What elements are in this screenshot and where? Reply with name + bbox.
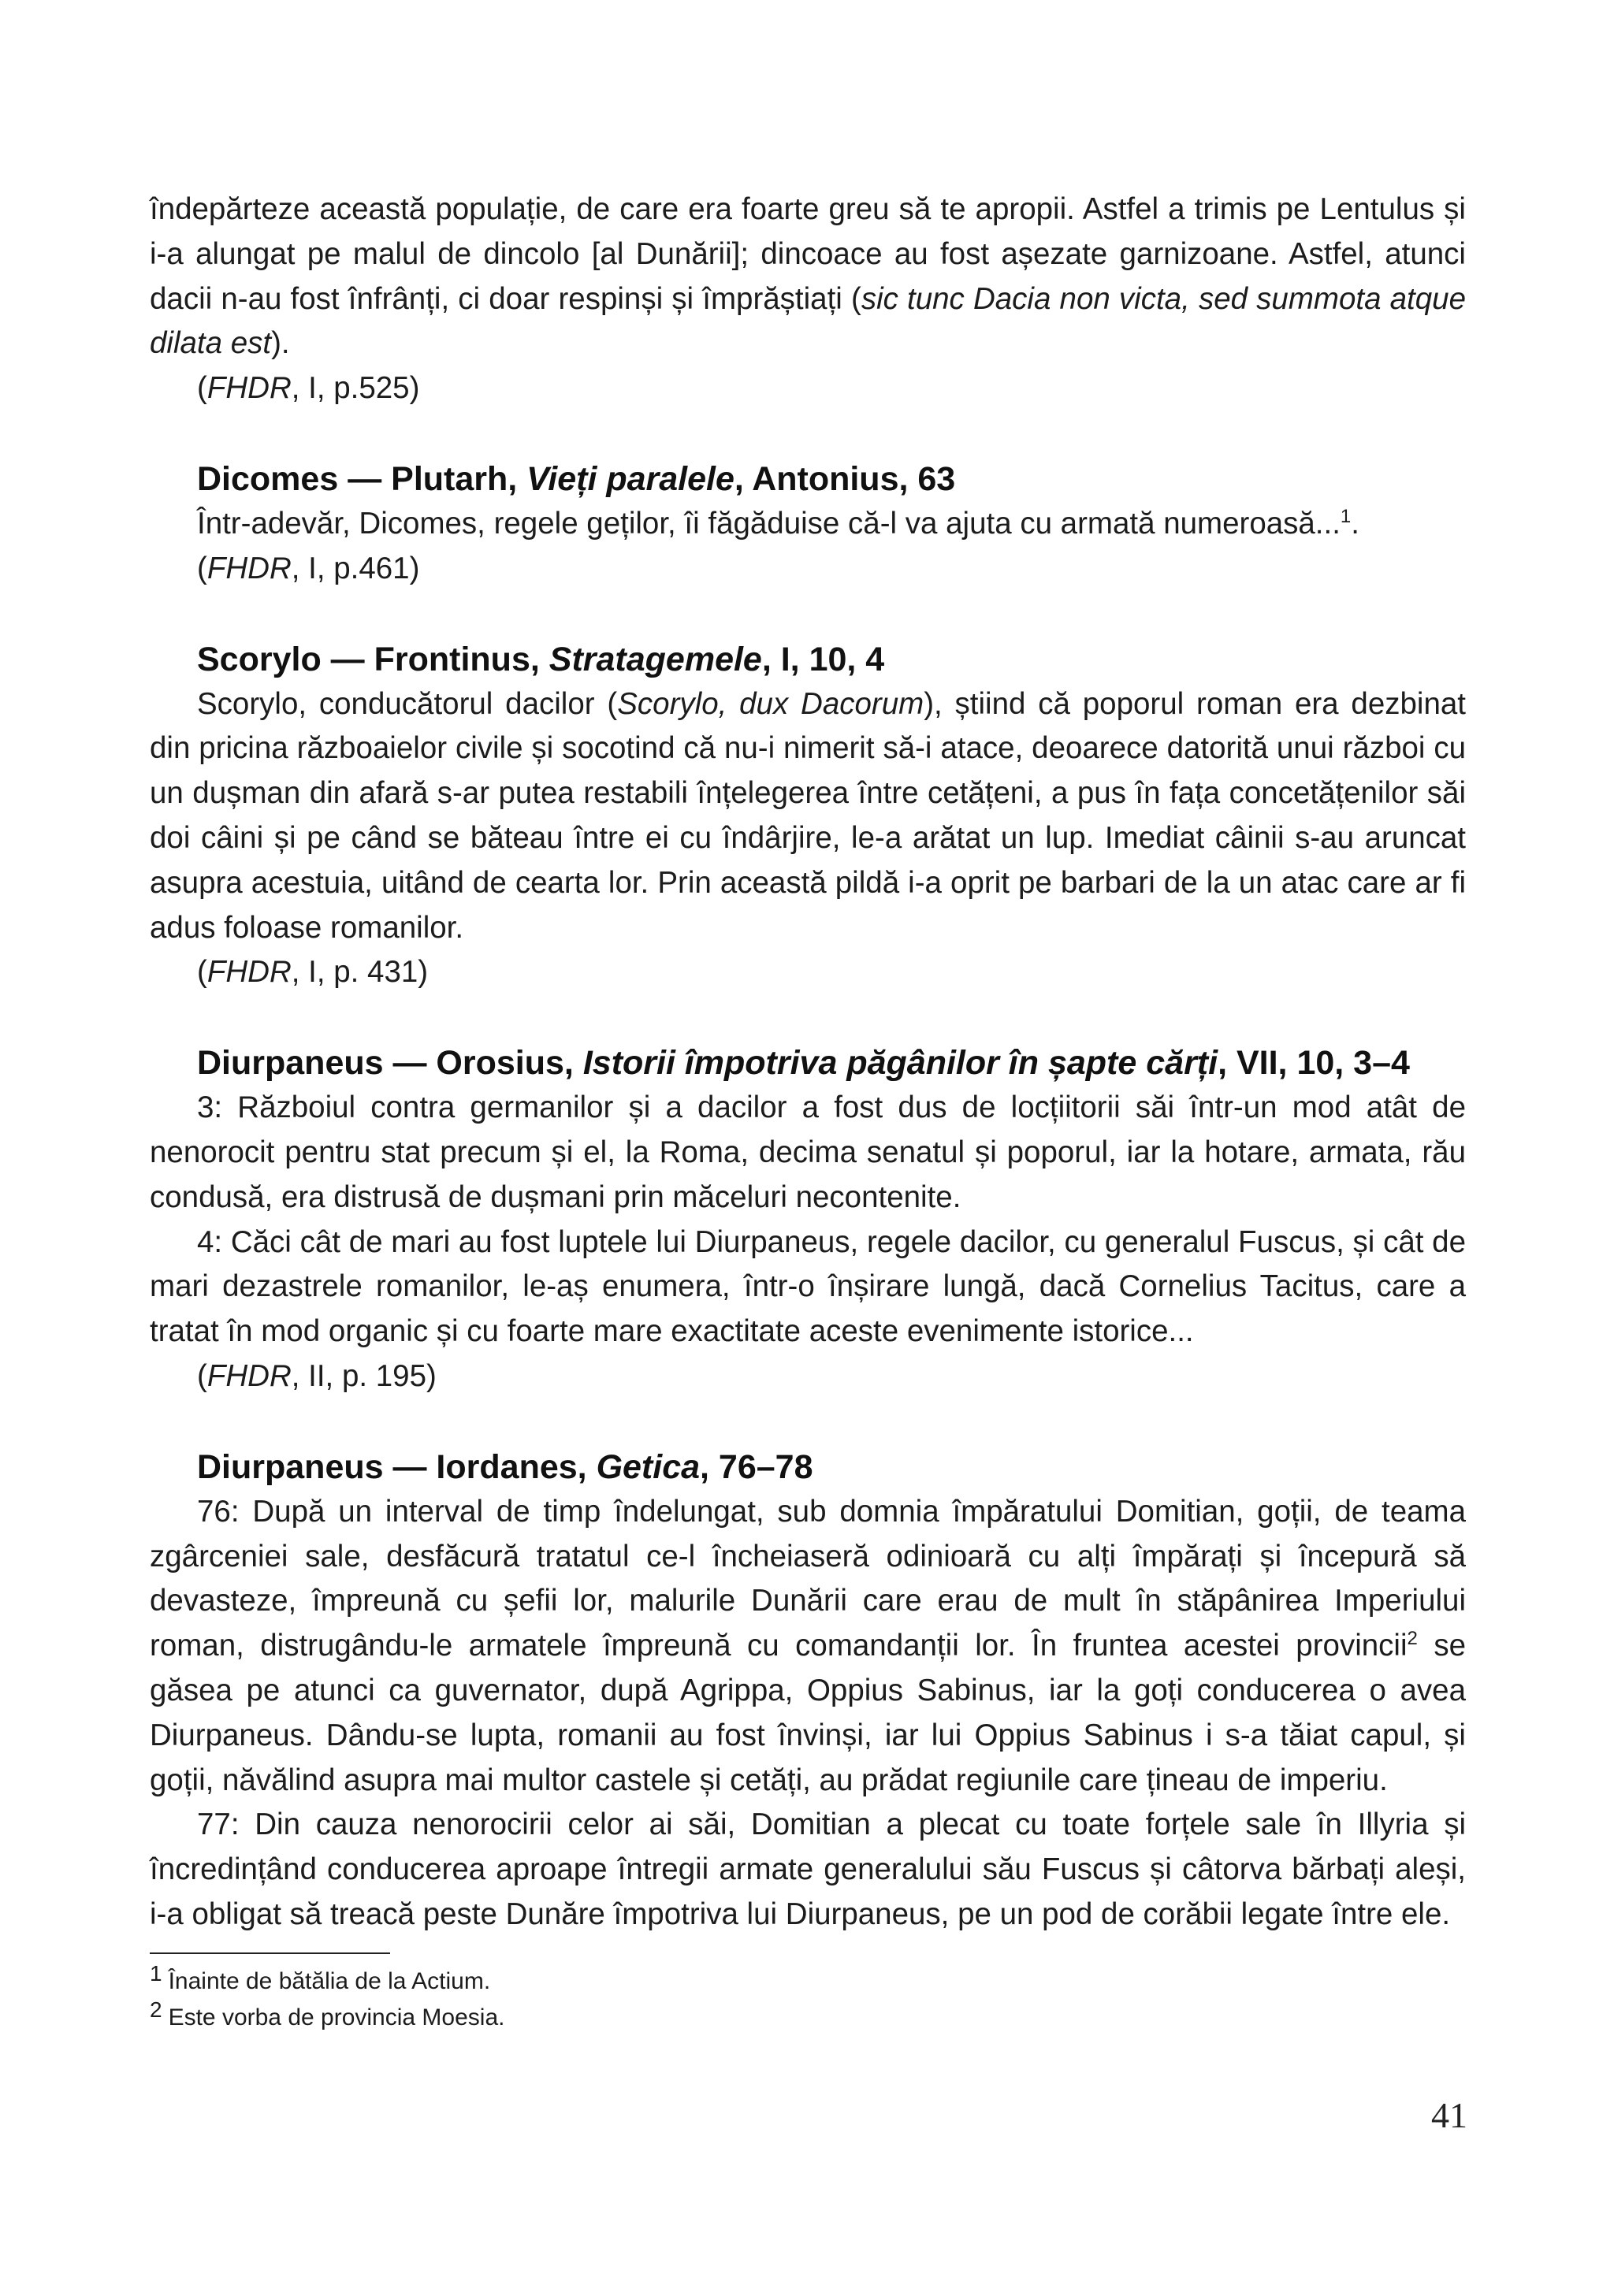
- page-body: [150, 188, 1466, 1937]
- citation-source: FHDR: [206, 1358, 292, 1393]
- section-heading: Scorylo — Frontinus, Stratagemele, I, 10, 4: [197, 640, 885, 678]
- footnote: [150, 1963, 1095, 2000]
- section-heading: Diurpaneus — Iordanes, Getica, 76–78: [197, 1447, 813, 1486]
- section-heading: Diurpaneus — Orosius, Istorii împotriva păgânilor în șapte cărți, VII, 10, 3–4: [197, 1044, 1410, 1083]
- section-paragraph: 76: După un interval de timp îndelungat, sub domnia împăratului Domitian, goții, de teama zgârceniei sale, desfăcură tratatul ce-l încheiaseră odinioară cu alți împărați și începură să devasteze, împreună cu șefii lor, malurile Dunării care erau de mult în stăpânirea Imperiului roman, distrugându-le armatele împreună cu comandanții lor. În fruntea acestei provincii$^2$ se găsea pe atunci ca guvernator, după Agrippa, Oppius Sabinus, iar la goți conducerea o avea Diurpaneus. Dându-se lupta, romanii au fost învinși, iar lui Oppius Sabinus i s-a tăiat capul, și goții, năvălind asupra mai multor castele și cetăți, au prădat regiunile care țineau de imperiu.: [150, 1494, 1467, 1797]
- footnote-text: Înainte de bătălia de la Actium.: [168, 1968, 491, 1994]
- intro-text: îndepărteze această populație, de care era foarte greu să te apropii. Astfel a trimis pe Lentulus și i-a alungat pe malul de dincolo [al Dunării]; dincoace au fost așezate garnizoane. Astfel, atunci dacii n-au fost înfrânți, ci doar respinși și împrăștiați (: [150, 192, 1466, 316]
- section-body: Într-adevăr, Dicomes, regele geților, îi făgăduise că-l va ajuta cu armată numeroasă...$^1$.: [197, 505, 1359, 541]
- section-body: Scorylo, conducătorul dacilor (Scorylo, dux Dacorum), știind că poporul roman era dezbinat din pricina războaielor civile și socotind că nu-i nimerit să-i atace, deoarece datorită unui război cu un dușman din afară s-ar putea restabili înțelegerea între cetățeni, a pus în fața concetățenilor săi doi câini și pe când se băteau între ei cu îndârjire, le-a arătat un lup. Imediat câinii s-au aruncat asupra acestuia, uitând de cearta lor. Prin această pildă i-a oprit pe barbari de la un atac care ar fi adus foloase romanilor.: [150, 686, 1466, 945]
- latin-quote: sic tunc Dacia non victa, sed summota atque dilata est: [150, 281, 1466, 361]
- citation-source: FHDR: [206, 551, 292, 585]
- section-paragraph: 4: Căci cât de mari au fost luptele lui Diurpaneus, regele dacilor, cu generalul Fuscus, și cât de mari dezastrele romanilor, le-aș enumera, într-o înșirare lungă, dacă Cornelius Tacitus, care a tratat în mod organic și cu foarte mare exactitate aceste evenimente istorice...: [150, 1224, 1466, 1349]
- footnote-number: 2: [150, 1997, 162, 2022]
- section-paragraph: 77: Din cauza nenorocirii celor ai săi, Domitian a plecat cu toate forțele sale în Illyria și încredințând conducerea aproape întregii armate generalului său Fuscus și câtorva bărbați aleși, i-a obligat să treacă peste Dunăre împotriva lui Diurpaneus, pe un pod de corăbii legate între ele.: [150, 1807, 1466, 1931]
- footnote-number: 1: [150, 1961, 162, 1986]
- citation: (FHDR, II, p. 195): [197, 1358, 437, 1393]
- citation-source: FHDR: [206, 955, 292, 990]
- section-paragraph: 3: Războiul contra germanilor și a dacilor a fost dus de locțiitorii săi într-un mod atât de nenorocit pentru stat precum și el, la Roma, decima senatul și poporul, iar la hotare, armata, rău condusă, era distrusă de dușmani prin măceluri necontenite.: [150, 1090, 1466, 1214]
- citation: (FHDR, I, p. 431): [197, 955, 429, 990]
- intro-text-end: ).: [271, 326, 290, 361]
- citation: (FHDR, I, p.461): [197, 551, 420, 585]
- footnote: [150, 1997, 1095, 2036]
- section-heading: Dicomes — Plutarh, Vieți paralele, Antonius, 63: [197, 459, 956, 498]
- work-title: Vieți paralele: [526, 459, 734, 498]
- work-title: Stratagemele: [549, 640, 762, 678]
- intro-paragraph: [150, 188, 1466, 366]
- citation: (FHDR, I, p.525): [197, 371, 420, 406]
- footnote-divider: [150, 1952, 390, 1954]
- footnote-ref: 2: [1407, 1628, 1418, 1650]
- footnote-text: Este vorba de provincia Moesia.: [168, 2004, 505, 2030]
- latin-quote: Scorylo, dux Dacorum: [617, 686, 924, 721]
- footnote-ref: 1: [1340, 505, 1352, 527]
- citation-source: FHDR: [206, 371, 292, 406]
- work-title: Getica: [596, 1447, 701, 1486]
- work-title: Istorii împotriva păgânilor în șapte cărți: [582, 1044, 1218, 1083]
- page-number: 41: [1431, 2095, 1467, 2135]
- footnotes: [150, 1963, 1095, 2036]
